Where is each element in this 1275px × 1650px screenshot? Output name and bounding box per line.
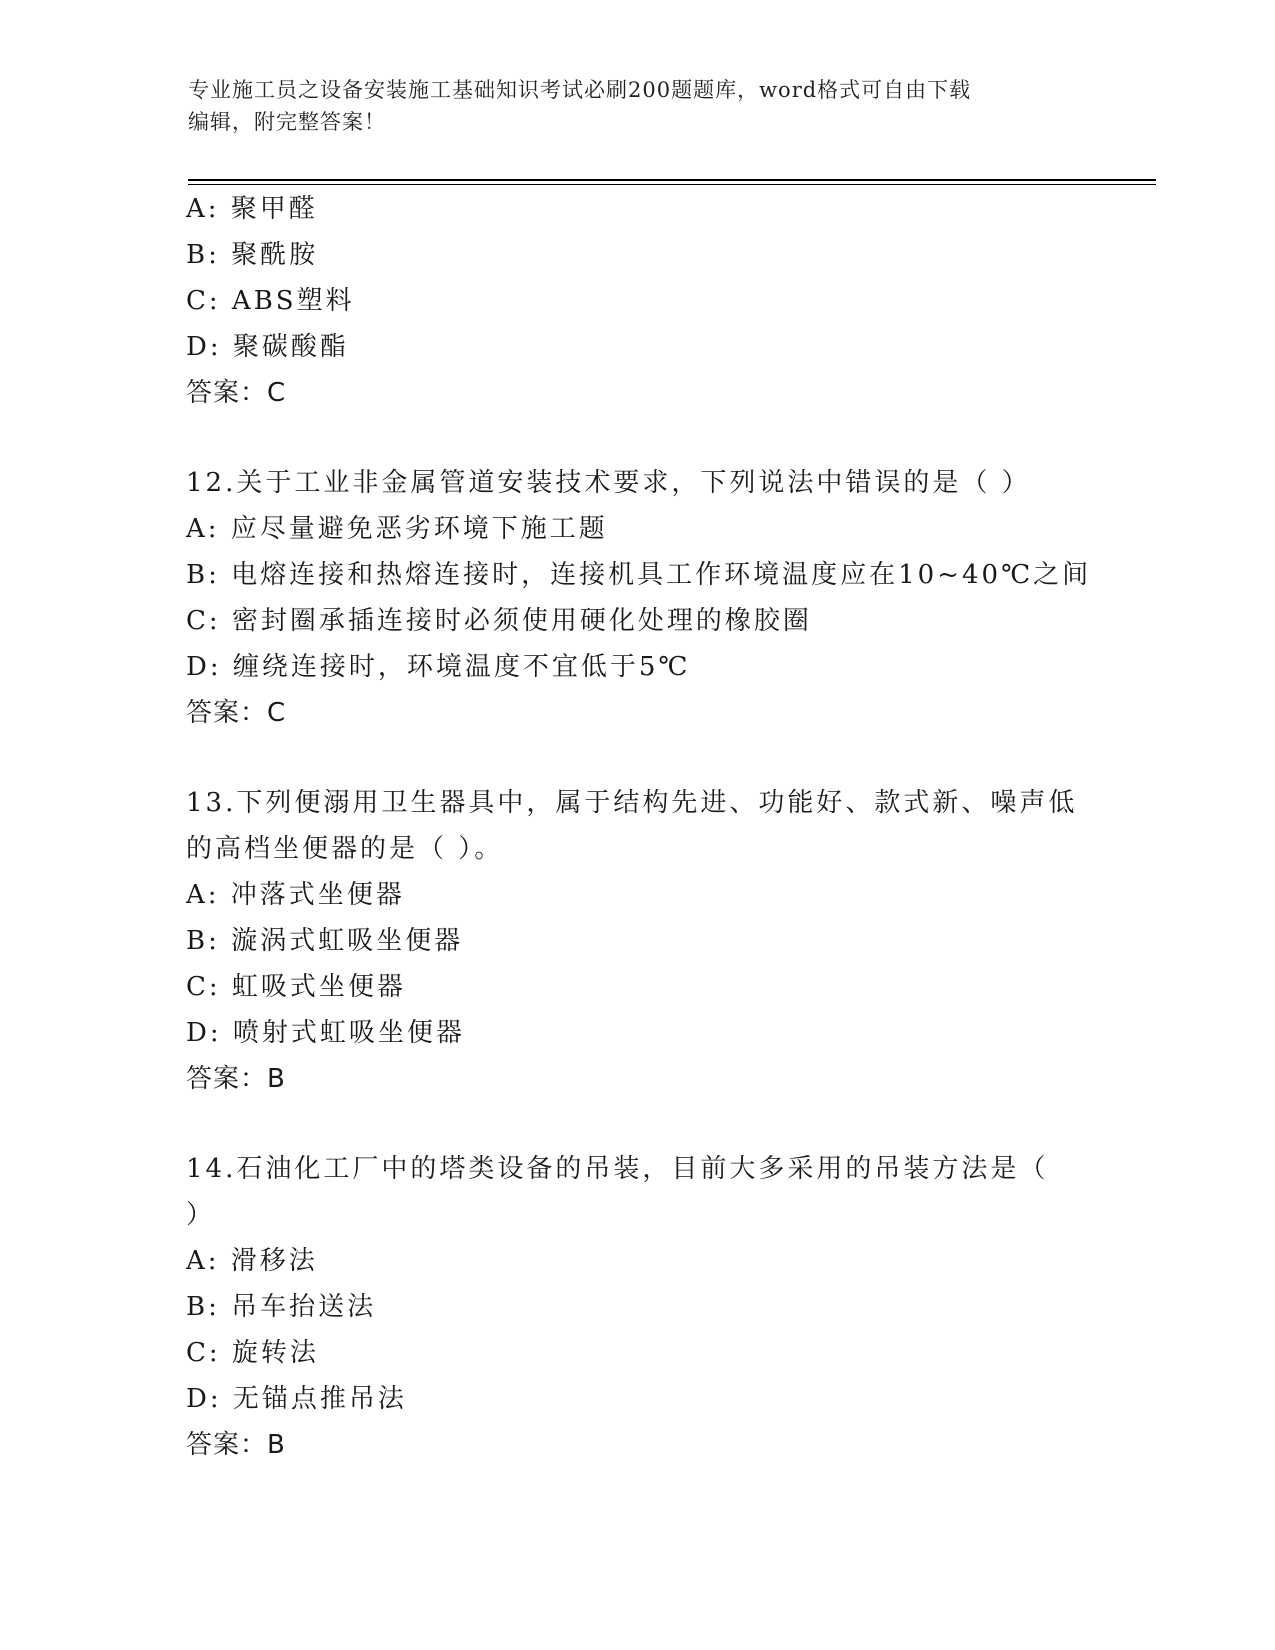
option-b: B: 聚酰胺 — [186, 240, 319, 270]
document-header — [188, 74, 1088, 138]
option-a: A: 应尽量避免恶劣环境下施工题 — [186, 514, 608, 544]
answer: 答案：C — [186, 698, 287, 728]
question-13 — [186, 780, 1126, 1102]
header-divider-thin — [188, 184, 1156, 185]
question-text: 12.关于工业非金属管道安装技术要求，下列说法中错误的是（ ） — [186, 468, 1031, 498]
answer: 答案：B — [186, 1430, 286, 1460]
option-d: D: 喷射式虹吸坐便器 — [186, 1018, 465, 1048]
option-d: D: 无锚点推吊法 — [186, 1384, 407, 1414]
header-divider-thick — [188, 179, 1156, 181]
option-c: C: 旋转法 — [186, 1338, 319, 1368]
option-a: A: 聚甲醛 — [186, 194, 318, 224]
option-a: A: 冲落式坐便器 — [186, 880, 405, 910]
header-title-line2: 编辑，附完整答案！ — [188, 110, 386, 134]
question-text-line1: 13.下列便溺用卫生器具中，属于结构先进、功能好、款式新、噪声低 — [186, 788, 1078, 818]
question-12 — [186, 460, 1126, 736]
answer: 答案：B — [186, 1064, 286, 1094]
question-14 — [186, 1146, 1126, 1468]
option-d: D: 缠绕连接时，环境温度不宜低于5℃ — [186, 652, 691, 682]
question-text-line2: 的高档坐便器的是（ ）。 — [186, 834, 504, 864]
option-a: A: 滑移法 — [186, 1246, 318, 1276]
header-title-line1: 专业施工员之设备安装施工基础知识考试必刷200题题库，word格式可自由下载 — [188, 78, 972, 102]
document-body — [186, 186, 1126, 1468]
option-b: B: 吊车抬送法 — [186, 1292, 377, 1322]
option-c: C: ABS塑料 — [186, 286, 355, 316]
question-text-line1: 14.石油化工厂中的塔类设备的吊装，目前大多采用的吊装方法是（ — [186, 1154, 1049, 1184]
option-d: D: 聚碳酸酯 — [186, 332, 349, 362]
option-b: B: 电熔连接和热熔连接时，连接机具工作环境温度应在10~40℃之间 — [186, 560, 1092, 590]
question-11 — [186, 186, 1126, 416]
option-c: C: 虹吸式坐便器 — [186, 972, 406, 1002]
option-c: C: 密封圈承插连接时必须使用硬化处理的橡胶圈 — [186, 606, 812, 636]
answer: 答案：C — [186, 378, 287, 408]
question-text-line2: ） — [186, 1200, 216, 1230]
option-b: B: 漩涡式虹吸坐便器 — [186, 926, 464, 956]
